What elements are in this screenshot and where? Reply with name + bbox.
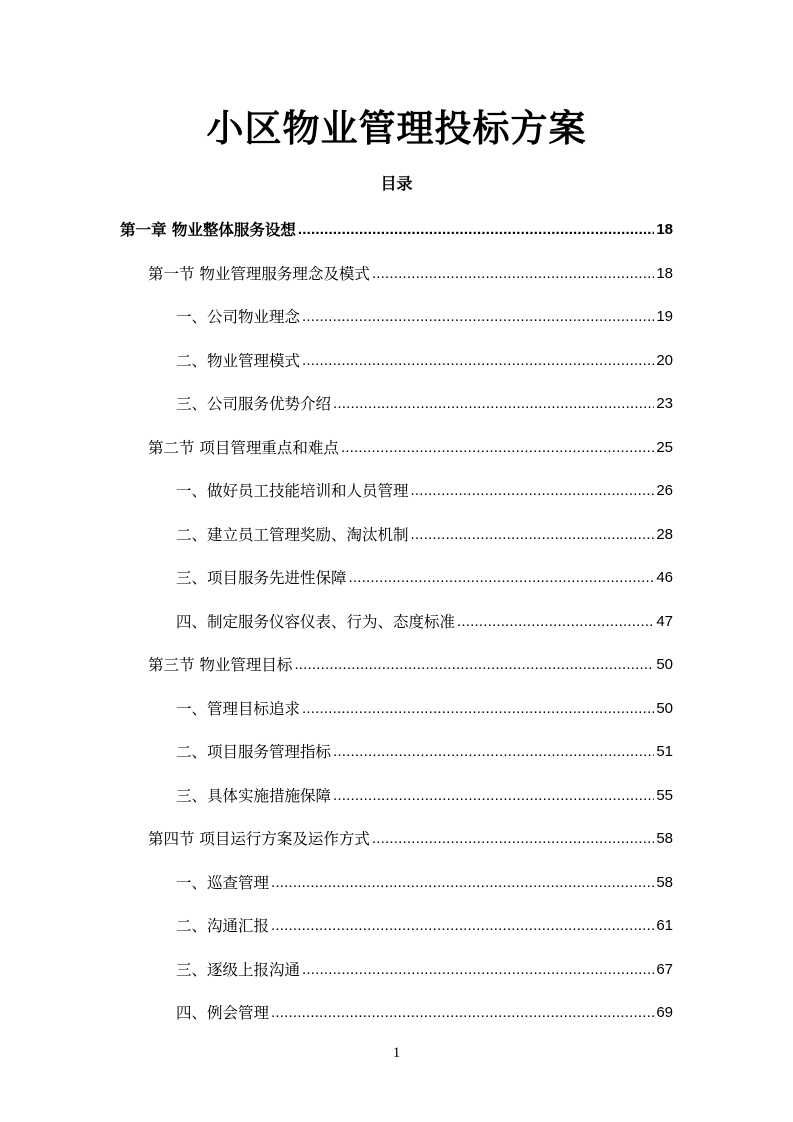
toc-entry-label: 一、公司物业理念 [176,308,301,326]
toc-entry-page: 26 [656,482,673,499]
toc-leader-dots [333,742,654,762]
toc-entry[interactable] [176,560,673,588]
toc-leader-dots [411,525,655,545]
toc-leader-dots [333,394,654,414]
toc-entry-label: 三、具体实施措施保障 [176,787,332,805]
toc-leader-dots [298,220,654,240]
toc-entry[interactable] [176,691,673,719]
toc-entry-label: 第二节 项目管理重点和难点 [148,439,339,457]
toc-entry-page: 58 [656,830,673,847]
toc-entry-label: 第四节 项目运行方案及运作方式 [148,830,370,848]
toc-entry-label: 一、做好员工技能培训和人员管理 [176,482,409,500]
toc-entry-label: 四、例会管理 [176,1004,270,1022]
toc-entry-label: 二、建立员工管理奖励、淘汰机制 [176,526,409,544]
toc-leader-dots [271,916,654,936]
toc-entry-label: 三、项目服务先进性保障 [176,569,347,587]
toc-entry[interactable] [176,343,673,371]
toc-entry-page: 23 [656,395,673,412]
toc-entry-page: 46 [656,569,673,586]
toc-entry[interactable] [176,734,673,762]
toc-leader-dots [333,786,654,806]
toc-entry[interactable] [120,212,673,240]
toc-entry-page: 20 [656,352,673,369]
document-title: 小区物业管理投标方案 [206,107,587,150]
toc-entry-page: 50 [656,656,673,673]
toc-entry-label: 二、物业管理模式 [176,352,301,370]
toc-entry[interactable] [176,952,673,980]
toc-entry-label: 三、公司服务优势介绍 [176,395,332,413]
toc-leader-dots [372,264,654,284]
toc-leader-dots [457,612,654,632]
toc-leader-dots [302,307,654,327]
toc-entry-label: 二、项目服务管理指标 [176,743,332,761]
toc-entry-page: 19 [656,308,673,325]
toc-entry[interactable] [148,430,673,458]
toc-entry-page: 28 [656,526,673,543]
toc-entry[interactable] [148,647,673,675]
toc-entry-label: 二、沟通汇报 [176,917,270,935]
toc-entry[interactable] [176,473,673,501]
toc-entry-label: 第一章 物业整体服务设想 [120,221,296,239]
toc-entry-label: 一、巡查管理 [176,874,270,892]
toc-entry[interactable] [176,995,673,1023]
toc-leader-dots [294,655,654,675]
toc-entry-page: 25 [656,439,673,456]
toc-leader-dots [271,873,654,893]
toc-leader-dots [271,1003,654,1023]
toc-entry-page: 50 [656,700,673,717]
toc-entry[interactable] [148,256,673,284]
toc-entry[interactable] [176,865,673,893]
page-number: 1 [392,1045,401,1061]
toc-entry[interactable] [176,604,673,632]
toc-entry-page: 55 [656,787,673,804]
toc-leader-dots [341,438,654,458]
toc-leader-dots [302,699,654,719]
toc-entry[interactable] [148,821,673,849]
toc-entry-label: 第三节 物业管理目标 [148,656,293,674]
toc-entry-label: 一、管理目标追求 [176,700,301,718]
toc-entry-label: 三、逐级上报沟通 [176,961,301,979]
toc-heading: 目录 [380,174,413,193]
toc-entry-page: 51 [656,743,673,760]
toc-entry-page: 47 [656,613,673,630]
toc-entry-label: 第一节 物业管理服务理念及模式 [148,265,370,283]
toc-entry-page: 58 [656,874,673,891]
toc-entry[interactable] [176,299,673,327]
toc-leader-dots [411,481,655,501]
toc-entry-label: 四、制定服务仪容仪表、行为、态度标准 [176,613,456,631]
toc-entry-page: 18 [656,221,673,238]
toc-leader-dots [302,960,654,980]
toc-entry[interactable] [176,908,673,936]
toc-leader-dots [372,829,654,849]
toc-entry[interactable] [176,517,673,545]
toc-leader-dots [302,351,654,371]
toc-entry-page: 61 [656,917,673,934]
toc-leader-dots [349,568,655,588]
toc-entry-page: 67 [656,961,673,978]
toc-entry[interactable] [176,386,673,414]
toc-entry-page: 69 [656,1004,673,1021]
toc-entry[interactable] [176,778,673,806]
toc-entry-page: 18 [656,265,673,282]
